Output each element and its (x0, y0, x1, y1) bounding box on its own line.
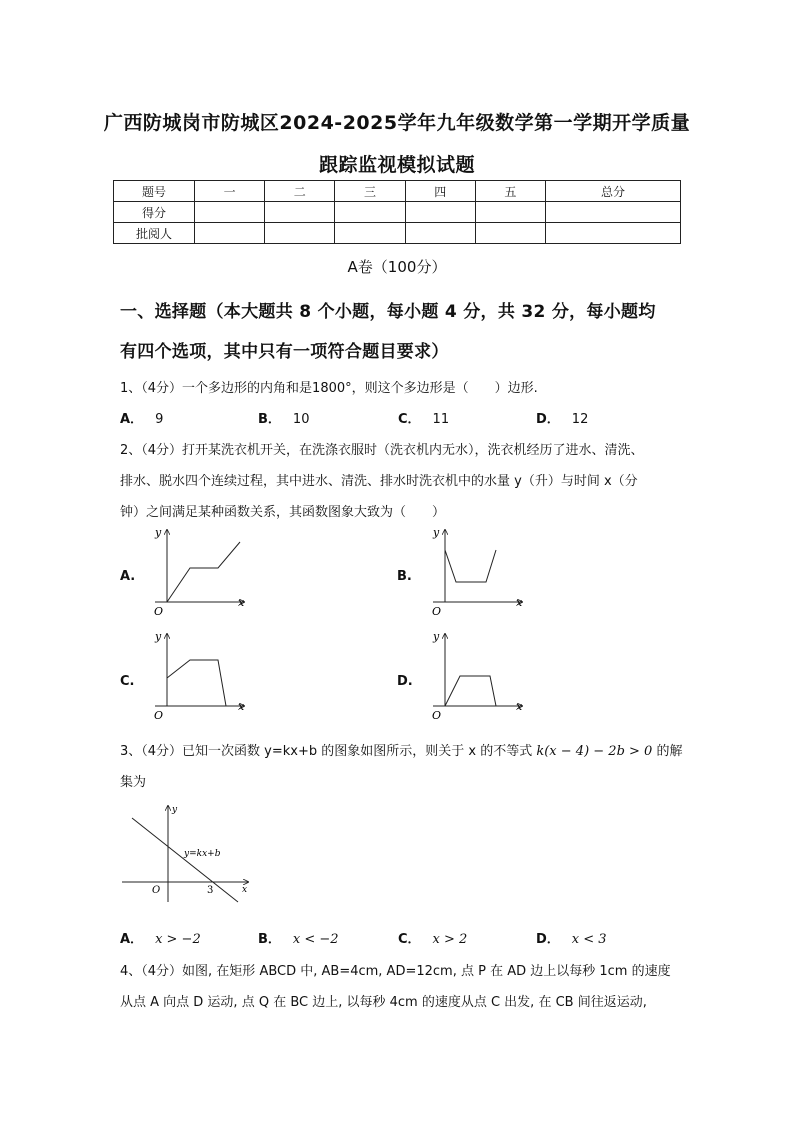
table-header-cell: 三 (335, 181, 405, 202)
x-axis-label: x (516, 596, 523, 609)
graph-b[interactable] (418, 522, 538, 618)
table-header-row (114, 181, 681, 202)
table-header-cell: 五 (475, 181, 545, 202)
q2-option-a-label[interactable]: A. (120, 569, 136, 584)
q3-option-d[interactable] (536, 928, 607, 947)
option-text: 12 (571, 412, 589, 427)
graph-d[interactable] (418, 626, 538, 722)
function-line (167, 542, 240, 602)
q3-option-b[interactable] (258, 928, 339, 947)
origin-label: O (154, 709, 164, 722)
origin-label: O (152, 885, 161, 896)
score-cell[interactable] (405, 223, 475, 244)
question-4-cont: 从点 A 向点 D 运动, 点 Q 在 BC 边上, 以每秒 4cm 的速度从点 C 出发, 在 CB 间往返运动, (120, 995, 647, 1010)
graph-a[interactable] (140, 522, 260, 618)
page-title: 广西防城岗市防城区2024-2025学年九年级数学第一学期开学质量 (103, 112, 691, 134)
option-label: D． (536, 932, 560, 947)
question-2: 2、（4分）打开某洗衣机开关，在洗涤衣服时（洗衣机内无水），洗衣机经历了进水、清洗、 (120, 443, 644, 458)
score-cell[interactable] (475, 223, 545, 244)
line-label: y=kx+b (184, 849, 221, 859)
page-subtitle: 跟踪监视模拟试题 (318, 154, 475, 176)
question-1: 1、（4分）一个多边形的内角和是1800°，则这个多边形是（ ）边形. (120, 381, 538, 396)
score-cell[interactable] (195, 202, 265, 223)
graph-c[interactable] (140, 626, 260, 722)
option-text: 9 (155, 412, 164, 427)
option-label: B． (258, 932, 281, 947)
x-axis-label: x (516, 700, 523, 713)
score-table (113, 180, 681, 244)
question-3-cont: 集为 (120, 775, 147, 790)
function-line (445, 550, 496, 582)
table-header-cell: 四 (405, 181, 475, 202)
table-header-cell: 题号 (114, 181, 195, 202)
origin-label: O (432, 605, 442, 618)
score-cell[interactable] (405, 202, 475, 223)
q3-graph (118, 798, 258, 910)
score-cell[interactable] (335, 223, 405, 244)
option-text: 11 (432, 412, 450, 427)
q3-option-c[interactable] (398, 928, 467, 947)
volume-label: A卷（100分） (347, 258, 447, 276)
table-header-cell: 一 (195, 181, 265, 202)
y-axis-label: y (155, 630, 162, 643)
function-line (167, 660, 226, 706)
origin-label: O (154, 605, 164, 618)
score-cell[interactable] (265, 223, 335, 244)
y-axis-label: y (172, 805, 178, 815)
x-intercept-label: 3 (207, 885, 214, 896)
y-axis-label: y (155, 526, 162, 539)
q1-option-c[interactable] (398, 408, 449, 427)
function-line (132, 818, 238, 902)
inequality: k(x − 4) − 2b > 0 (536, 744, 653, 759)
x-axis-label: x (242, 885, 248, 895)
section-heading: 一、选择题（本大题共 8 个小题，每小题 4 分，共 32 分，每小题均 (120, 302, 656, 322)
x-axis-label: x (238, 700, 245, 713)
y-axis-label: y (433, 526, 440, 539)
option-text: x > 2 (432, 932, 468, 947)
question-3-tail: 的解 (656, 744, 683, 759)
row-label: 批阅人 (114, 223, 195, 244)
score-cell[interactable] (546, 202, 681, 223)
question-2-cont: 钟）之间满足某种函数关系，其函数图象大致为（ ） (120, 505, 446, 520)
q1-option-a[interactable] (120, 408, 163, 427)
q1-option-b[interactable] (258, 408, 309, 427)
table-row (114, 223, 681, 244)
option-label: C． (398, 932, 421, 947)
question-2-cont: 排水、脱水四个连续过程，其中进水、清洗、排水时洗衣机中的水量 y（升）与时间 x（分 (120, 474, 638, 489)
option-label: A． (120, 412, 144, 427)
question-3-text: 3、（4分）已知一次函数 y=kx+b 的图象如图所示，则关于 x 的不等式 (120, 744, 533, 759)
score-cell[interactable] (546, 223, 681, 244)
origin-label: O (432, 709, 442, 722)
row-label: 得分 (114, 202, 195, 223)
x-axis-label: x (238, 596, 245, 609)
option-text: 10 (292, 412, 310, 427)
score-cell[interactable] (335, 202, 405, 223)
score-cell[interactable] (475, 202, 545, 223)
q3-option-a[interactable] (120, 928, 201, 947)
option-label: A． (120, 932, 144, 947)
score-cell[interactable] (265, 202, 335, 223)
table-row (114, 202, 681, 223)
function-line (445, 676, 496, 706)
question-4: 4、（4分）如图, 在矩形 ABCD 中, AB=4cm, AD=12cm, 点 P 在 AD 边上以每秒 1cm 的速度 (120, 964, 671, 979)
option-text: x > −2 (155, 932, 201, 947)
section-heading-cont: 有四个选项，其中只有一项符合题目要求） (120, 342, 449, 362)
q1-option-d[interactable] (536, 408, 588, 427)
q2-option-d-label[interactable]: D. (397, 674, 413, 689)
q2-option-b-label[interactable]: B. (397, 569, 412, 584)
table-header-cell: 总分 (546, 181, 681, 202)
option-label: C． (398, 412, 421, 427)
option-label: D． (536, 412, 560, 427)
option-text: x < 3 (571, 932, 607, 947)
option-text: x < −2 (292, 932, 339, 947)
score-cell[interactable] (195, 223, 265, 244)
y-axis-label: y (433, 630, 440, 643)
option-label: B． (258, 412, 281, 427)
q2-option-c-label[interactable]: C. (120, 674, 135, 689)
question-3 (120, 740, 682, 759)
table-header-cell: 二 (265, 181, 335, 202)
